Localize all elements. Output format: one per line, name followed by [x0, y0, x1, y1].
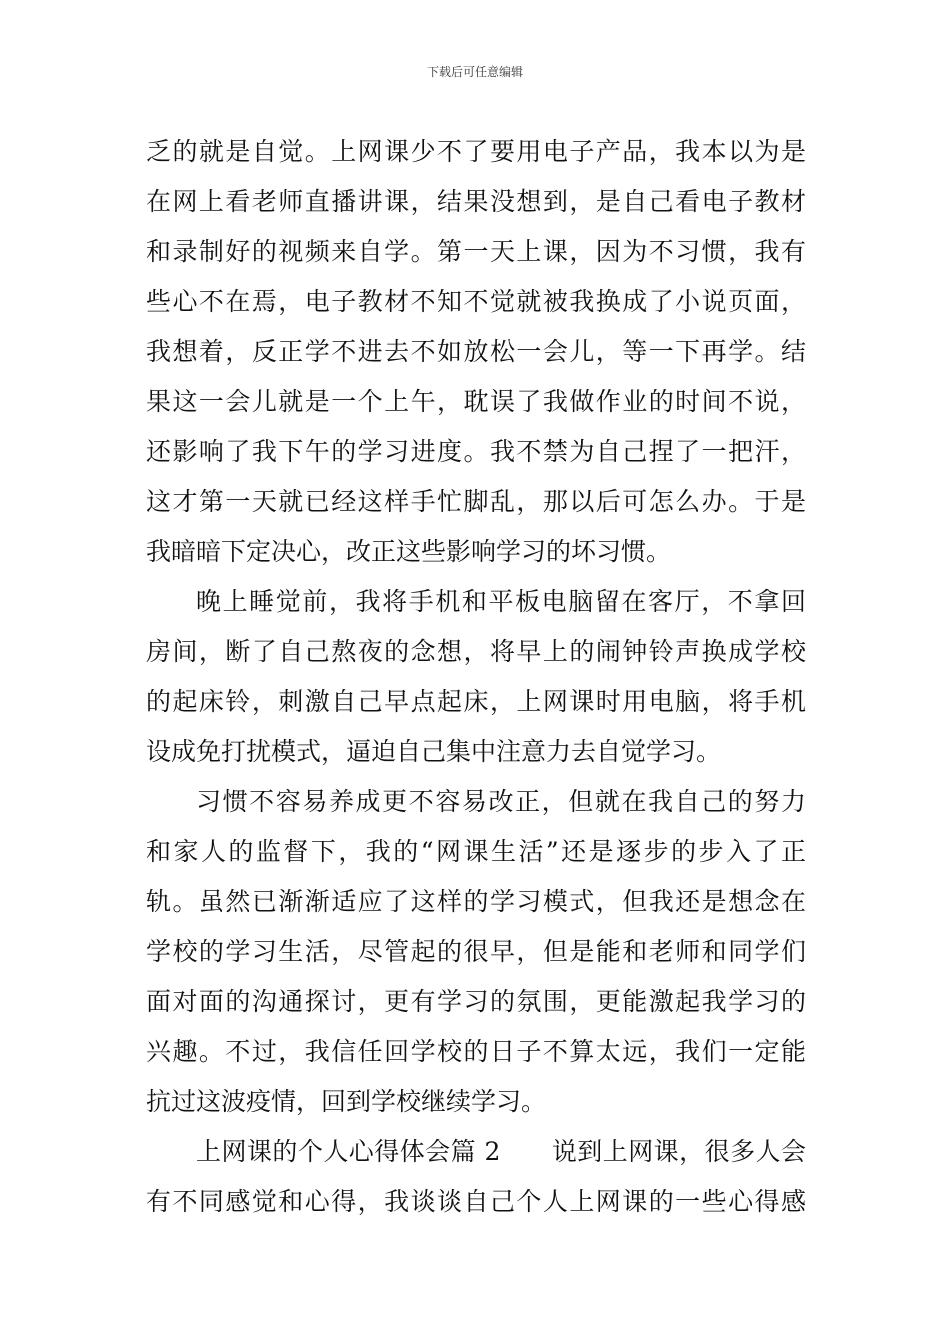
text-line: 还影响了我下午的学习进度。我不禁为自己捏了一把汗，: [146, 437, 806, 466]
text-line: 上网课的个人心得体会篇 2 说到上网课，很多人会: [196, 1137, 806, 1166]
text-line: 在网上看老师直播讲课，结果没想到，是自己看电子教材: [146, 187, 806, 216]
text-line: 抗过这波疫情，回到学校继续学习。: [146, 1087, 547, 1116]
text-line: 设成免打扰模式，逼迫自己集中注意力去自觉学习。: [146, 737, 722, 766]
text-line: 乏的就是自觉。上网课少不了要用电子产品，我本以为是: [146, 137, 806, 166]
text-line: 有不同感觉和心得，我谈谈自己个人上网课的一些心得感: [146, 1187, 806, 1216]
text-line: 学校的学习生活，尽管起的很早，但是能和老师和同学们: [146, 937, 806, 966]
paragraph-3: [146, 780, 806, 1130]
text-line: 果这一会儿就是一个上午，耽误了我做作业的时间不说，: [146, 387, 806, 416]
text-line: 的起床铃，刺激自己早点起床，上网课时用电脑，将手机: [146, 687, 806, 716]
text-line: 习惯不容易养成更不容易改正，但就在我自己的努力: [196, 787, 806, 816]
text-line: 房间，断了自己熬夜的念想，将早上的闹钟铃声换成学校: [146, 637, 806, 666]
page-header: 下载后可任意编辑: [426, 65, 523, 79]
text-line: 我想着，反正学不进去不如放松一会儿，等一下再学。结: [146, 337, 806, 366]
text-line: 这才第一天就已经这样手忙脚乱，那以后可怎么办。于是: [146, 487, 806, 516]
paragraph-4: [146, 1130, 806, 1230]
text-line: 和家人的监督下，我的“网课生活”还是逐步的步入了正: [146, 837, 806, 866]
text-line: 和录制好的视频来自学。第一天上课，因为不习惯，我有: [146, 237, 806, 266]
text-line: 面对面的沟通探讨，更有学习的氛围，更能激起我学习的: [146, 987, 806, 1016]
text-line: 兴趣。不过，我信任回学校的日子不算太远，我们一定能: [146, 1037, 806, 1066]
paragraph-1: [146, 130, 806, 580]
text-line: 我暗暗下定决心，改正这些影响学习的坏习惯。: [146, 537, 672, 566]
text-line: 晚上睡觉前，我将手机和平板电脑留在客厅，不拿回: [196, 587, 806, 616]
paragraph-2: [146, 580, 806, 780]
document-body: [146, 130, 806, 1230]
text-line: 些心不在焉，电子教材不知不觉就被我换成了小说页面，: [146, 287, 806, 316]
text-line: 轨。虽然已渐渐适应了这样的学习模式，但我还是想念在: [146, 887, 806, 916]
